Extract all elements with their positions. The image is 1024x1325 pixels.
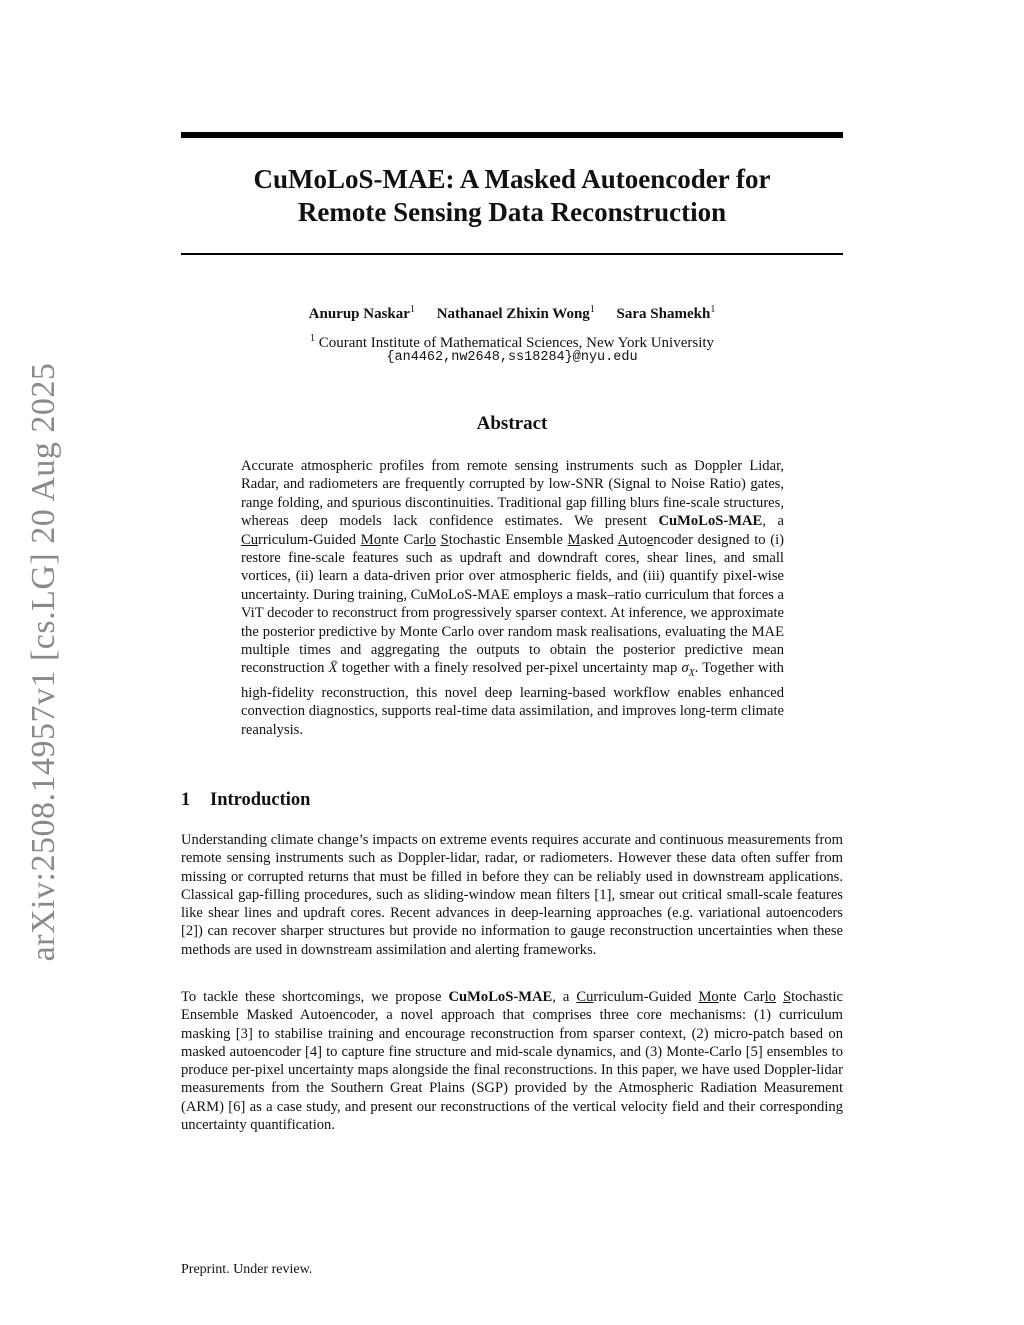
- author: Anurup Naskar$^1$: [308, 304, 415, 322]
- title-line-1: CuMoLoS-MAE: A Masked Autoencoder for: [253, 164, 771, 194]
- section-heading-introduction: 1 Introduction: [181, 790, 311, 810]
- abstract-heading: Abstract: [476, 413, 548, 434]
- math-sigma-x: $\sigma_X$: [681, 660, 695, 680]
- footer-note: Preprint. Under review.: [181, 1262, 313, 1277]
- author: Sara Shamekh$^1$: [616, 304, 716, 322]
- affiliation: $^1$ Courant Institute of Mathematical Sciences, New York University: [309, 333, 715, 351]
- math-xbar: X̄: [328, 660, 338, 677]
- paper-title: [181, 163, 843, 229]
- intro-paragraph-1: Understanding climate change’s impacts on extreme events requires accurate and continuous measurements from remote sensing instruments such as Doppler-lidar, radar, or radiometers. However these data often suffer from missing or corrupted returns that must be filled in before they can be reliably used in downstream applications. Classical gap-filling procedures, such as sliding-window mean filters [1], smear out critical small-scale features like shear lines and updraft cores. Recent advances in deep-learning approaches (e.g. variational autoencoders [2]) can recover sharper structures but provide no information to gauge reconstruction uncertainties when these methods are used in downstream assimilation and alerting frameworks.: [181, 832, 843, 958]
- author-emails: {an4462,nw2648,ss18284}@nyu.edu: [386, 350, 638, 365]
- abstract-body: Accurate atmospheric profiles from remote sensing instruments such as Doppler Lidar, Radar, and radiometers are frequently corrupted by low-SNR (Signal to Noise Ratio) gates, range folding, and spurious discontinuities. Traditional gap filling blurs fine-scale structures, whereas deep models lack confidence estimates. We present CuMoLoS-MAE, a Curriculum-Guided Monte Carlo Stochastic Ensemble Masked Autoencoder designed to (i) restore fine-scale features such as updraft and downdraft cores, shear lines, and small vortices, (ii) learn a data-driven prior over atmospheric fields, and (iii) quantify pixel-wise uncertainty. During training, CuMoLoS-MAE employs a mask–ratio curriculum that forces a ViT decoder to reconstruct from progressively sparser context. At inference, we approximate the posterior predictive by Monte Carlo over random mask realisations, evaluating the MAE multiple times and aggregating the outputs to obtain the posterior predictive mean reconstruction X̄ together with a finely resolved per-pixel uncertainty map $\sigma_X$. Together with high-fidelity reconstruction, this novel deep learning-based workflow enables enhanced convection diagnostics, supports real-time data assimilation, and improves long-term climate reanalysis.: [241, 458, 784, 738]
- title-bottom-rule: [181, 253, 843, 255]
- intro-paragraph-2: To tackle these shortcomings, we propose CuMoLoS-MAE, a Curriculum-Guided Monte Carlo Stochastic Ensemble Masked Autoencoder, a novel approach that comprises three core mechanisms: (1) curriculum masking [3] to stabilise training and encourage reconstruction from sparser context, (2) micro-patch based on masked autoencoder [4] to capture fine structure and mid-scale dynamics, and (3) Monte-Carlo [5] ensembles to produce per-pixel uncertainty maps alongside the final reconstructions. In this paper, we have used Doppler-lidar measurements from the Southern Great Plains (SGP) provided by the Atmospheric Radiation Measurement (ARM) [6] as a case study, and present our reconstructions of the vertical velocity field and their corresponding uncertainty quantification.: [181, 989, 843, 1134]
- title-top-rule: [181, 132, 843, 138]
- author-list: [181, 300, 843, 324]
- title-line-2: Remote Sensing Data Reconstruction: [297, 197, 727, 227]
- arxiv-identifier: arXiv:2508.14957v1 [cs.LG] 20 Aug 2025: [25, 362, 62, 962]
- author: Nathanael Zhixin Wong$^1$: [436, 304, 595, 322]
